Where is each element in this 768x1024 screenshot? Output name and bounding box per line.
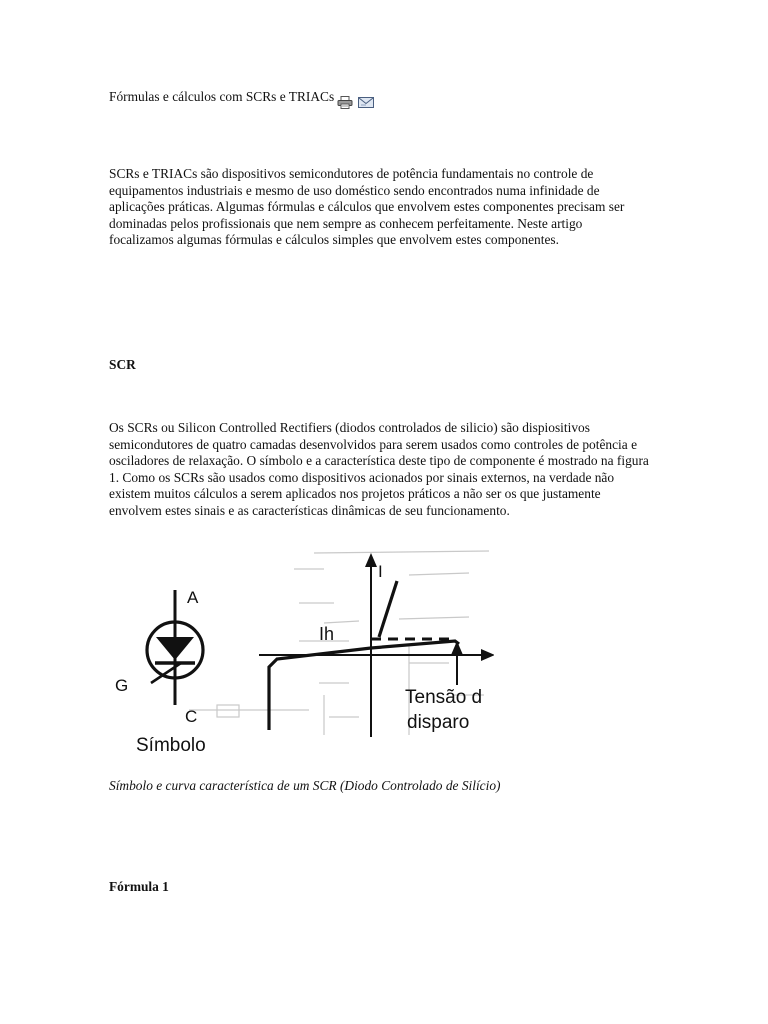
article-tools bbox=[337, 96, 374, 109]
email-icon[interactable] bbox=[358, 96, 374, 109]
y-axis-arrow-icon bbox=[365, 553, 377, 567]
holding-current-label: Ih bbox=[319, 624, 335, 644]
article-title: Fórmulas e cálculos com SCRs e TRIACs bbox=[109, 89, 335, 104]
scr-section-heading: SCR bbox=[109, 357, 136, 372]
symbol-label: Símbolo bbox=[136, 735, 206, 756]
intro-paragraph: SCRs e TRIACs são dispositivos semicondutores de potência fundamentais no controle de equipamentos industriais e mesmo de uso doméstico sendo encontrados numa infinidade de aplicações práticas. Algumas fórmulas e cálculos que envolvem estes componentes precisam ser dominadas pelos profissionais que nem sempre as conhecem perfeitamente. Neste artigo focalizamos algumas fórmulas e cálculos simples que envolvem estes componentes. bbox=[109, 166, 625, 248]
scr-figure bbox=[109, 545, 494, 765]
trigger-voltage-label: Tensão d bbox=[405, 687, 483, 708]
current-axis-label: I bbox=[378, 562, 383, 581]
cathode-label: C bbox=[185, 707, 198, 726]
gate-label: G bbox=[115, 676, 129, 695]
trigger-arrow-icon bbox=[451, 641, 463, 655]
printer-icon[interactable] bbox=[337, 96, 353, 109]
figure-caption: Símbolo e curva característica de um SCR (Diodo Controlado de Silício) bbox=[109, 778, 501, 793]
x-axis-arrow-icon bbox=[481, 649, 494, 661]
scr-symbol bbox=[147, 590, 203, 705]
anode-label: A bbox=[187, 588, 199, 607]
scr-description-paragraph: Os SCRs ou Silicon Controlled Rectifiers (diodos controlados de silicio) são dispiositivos semicondutores de quatro camadas desenvolvidos para serem usados como controles de potência e osciladores de relaxação. O símbolo e a característica deste tipo de componente é mostrado na figura 1. Como os SCRs são usados como dispositivos acionados por sinais externos, na verdade não existem muitos cálculos a serem aplicados nos projetos práticos a não ser os que justamente envolvem estes sinais e as características dinâmicas de seu funcionamento. bbox=[109, 420, 649, 518]
trigger-voltage-label-line2: disparo bbox=[407, 712, 470, 733]
formula-1-heading: Fórmula 1 bbox=[109, 879, 169, 894]
